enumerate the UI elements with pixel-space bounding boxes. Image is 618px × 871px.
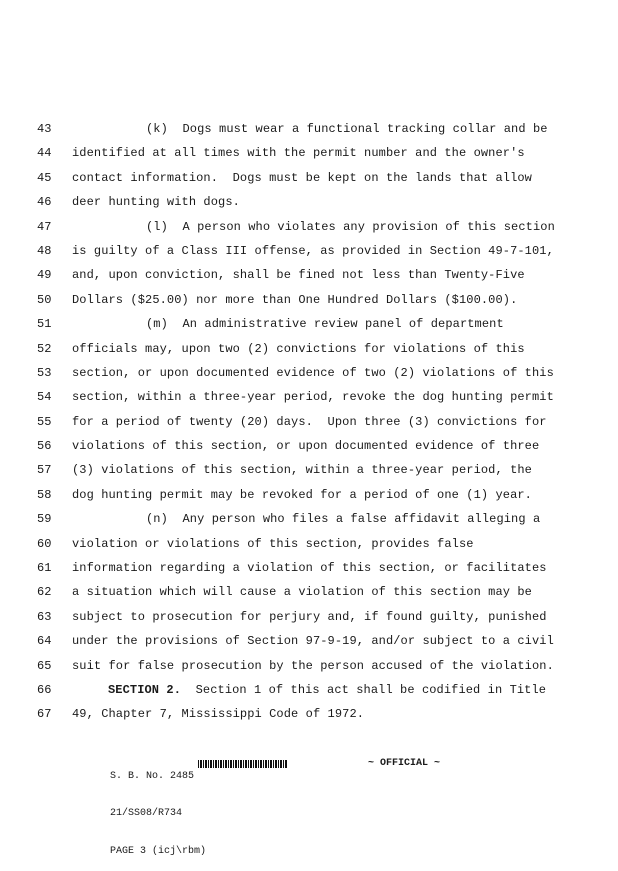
document-line — [0, 312, 618, 336]
document-line — [0, 580, 618, 604]
line-number: 54 — [37, 390, 52, 405]
line-number: 45 — [37, 170, 52, 185]
bill-text — [0, 117, 618, 727]
line-text: under the provisions of Section 97-9-19, and/or subject to a civil — [72, 634, 554, 649]
line-number: 60 — [37, 536, 52, 551]
line-number: 56 — [37, 439, 52, 454]
line-text: officials may, upon two (2) convictions for violations of this — [72, 341, 525, 356]
document-line — [0, 385, 618, 409]
line-number: 57 — [37, 463, 52, 478]
document-line — [0, 678, 618, 702]
line-text: deer hunting with dogs. — [72, 195, 240, 210]
document-line — [0, 239, 618, 263]
bill-number: S. B. No. 2485 — [110, 770, 195, 782]
line-text: (m) An administrative review panel of department — [146, 317, 504, 332]
line-number: 58 — [37, 487, 52, 502]
line-text: Dollars ($25.00) nor more than One Hundred Dollars ($100.00). — [72, 292, 518, 307]
line-text: (3) violations of this section, within a three-year period, the — [72, 463, 532, 478]
barcode-image — [198, 760, 288, 768]
document-line — [0, 263, 618, 287]
line-text: contact information. Dogs must be kept on the lands that allow — [72, 170, 532, 185]
document-line — [0, 629, 618, 653]
line-text: information regarding a violation of this section, or facilitates — [72, 561, 547, 576]
document-line — [0, 141, 618, 165]
document-line — [0, 483, 618, 507]
line-text: a situation which will cause a violation of this section may be — [72, 585, 532, 600]
line-number: 53 — [37, 365, 52, 380]
document-line — [0, 556, 618, 580]
document-line — [0, 702, 618, 726]
document-line — [0, 532, 618, 556]
line-text: for a period of twenty (20) days. Upon three (3) convictions for — [72, 414, 547, 429]
official-label: ~ OFFICIAL ~ — [368, 758, 441, 769]
line-text: is guilty of a Class III offense, as provided in Section 49-7-101, — [72, 243, 554, 258]
line-number: 48 — [37, 243, 52, 258]
line-number: 66 — [37, 682, 52, 697]
line-number: 64 — [37, 634, 52, 649]
line-text: section, within a three-year period, revoke the dog hunting permit — [72, 390, 554, 405]
line-number: 52 — [37, 341, 52, 356]
line-number: 51 — [37, 317, 52, 332]
line-text — [108, 678, 618, 702]
document-line — [0, 434, 618, 458]
line-number: 65 — [37, 658, 52, 673]
line-number: 55 — [37, 414, 52, 429]
document-line — [0, 288, 618, 312]
line-text: identified at all times with the permit number and the owner's — [72, 146, 525, 161]
document-line — [0, 117, 618, 141]
line-text: (k) Dogs must wear a functional tracking collar and be — [146, 122, 548, 136]
line-number: 44 — [37, 146, 52, 161]
document-line — [0, 605, 618, 629]
line-text: 49, Chapter 7, Mississippi Code of 1972. — [72, 707, 365, 722]
bill-code: 21/SS08/R734 — [110, 808, 183, 819]
line-text: (n) Any person who files a false affidavit alleging a — [146, 512, 541, 527]
document-line — [0, 410, 618, 434]
line-number: 61 — [37, 561, 52, 576]
line-number: 47 — [37, 219, 52, 234]
line-number: 49 — [37, 268, 52, 283]
page-footer — [74, 733, 594, 871]
section-text: Section 1 of this act shall be codified in Title — [181, 682, 547, 697]
document-line — [0, 166, 618, 190]
section-heading: SECTION 2. — [108, 682, 182, 697]
document-line — [0, 654, 618, 678]
line-text: (l) A person who violates any provision of this section — [146, 219, 555, 234]
line-number: 43 — [37, 122, 52, 136]
line-number: 62 — [37, 585, 52, 600]
line-text: and, upon conviction, shall be fined not less than Twenty-Five — [72, 268, 525, 283]
document-line — [0, 215, 618, 239]
document-line — [0, 507, 618, 531]
line-number: 59 — [37, 512, 52, 527]
line-text: subject to prosecution for perjury and, if found guilty, punished — [72, 609, 547, 624]
document-line — [0, 337, 618, 361]
line-number: 67 — [37, 707, 52, 722]
line-text: suit for false prosecution by the person accused of the violation. — [72, 658, 554, 673]
line-number: 63 — [37, 609, 52, 624]
document-line — [0, 361, 618, 385]
line-text: section, or upon documented evidence of two (2) violations of this — [72, 365, 554, 380]
page-label: PAGE 3 (icj\rbm) — [110, 845, 207, 857]
line-number: 46 — [37, 195, 52, 210]
line-text: dog hunting permit may be revoked for a period of one (1) year. — [72, 487, 532, 502]
line-number: 50 — [37, 292, 52, 307]
line-text: violation or violations of this section, provides false — [72, 536, 474, 551]
document-line — [0, 458, 618, 482]
document-line — [0, 190, 618, 214]
line-text: violations of this section, or upon documented evidence of three — [72, 439, 540, 454]
